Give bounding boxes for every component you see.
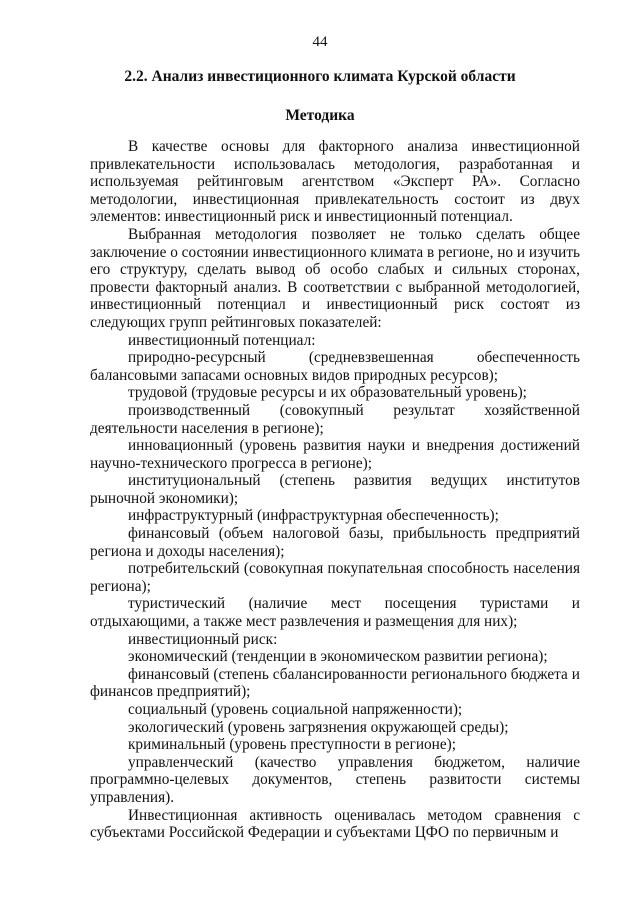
- list-heading: инвестиционный риск:: [128, 630, 278, 648]
- subsection-title: Методика: [285, 107, 355, 124]
- list-item: трудовой (трудовые ресурсы и их образовательный уровень);: [128, 384, 527, 402]
- list-item: туристический (наличие мест посещения туристами и отдыхающими, а также мест развлечения и размещения для них);: [90, 595, 580, 631]
- section-title: 2.2. Анализ инвестиционного климата Курской области: [124, 68, 516, 85]
- list-item: инновационный (уровень развития науки и внедрения достижений научно-технического прогресса в регионе);: [90, 437, 580, 472]
- list-item: криминальный (уровень преступности в регионе);: [128, 736, 457, 754]
- list-item: природно-ресурсный (средневзвешенная обеспеченность балансовыми запасами основных видов природных ресурсов);: [90, 349, 580, 384]
- paragraph: Инвестиционная активность оценивалась методом сравнения с субъектами Российской Федерации и субъектами ЦФО по первичным и: [90, 806, 580, 842]
- paragraph: Выбранная методология позволяет не только сделать общее заключение о состоянии инвестиционного климата в регионе, но и изучить его структуру, сделать вывод об особо слабых и сильных сторонах, провести факторный анализ. В соответствии с выбранной методологией, инвестиционный потенциал и инвестиционный риск состоят из следующих групп рейтинговых показателей:: [90, 225, 580, 331]
- list-item: экономический (тенденции в экономическом развитии региона);: [128, 648, 548, 666]
- list-item: финансовый (степень сбалансированности регионального бюджета и финансов предприятий);: [90, 665, 580, 701]
- list-item: производственный (совокупный результат хозяйственной деятельности населения в регионе);: [90, 401, 580, 437]
- body-text: [90, 138, 580, 842]
- list-item: управленческий (качество управления бюджетом, наличие программно-целевых документов, степень развитости системы управления).: [90, 753, 580, 806]
- paragraph: В качестве основы для факторного анализа инвестиционной привлекательности использовалась методология, разработанная и используемая рейтинговым агентством «Эксперт РА». Согласно методологии, инвестиционная привлекательность состоит из двух элементов: инвестиционный риск и инвестиционный потенциал.: [90, 138, 580, 226]
- list-item: экологический (уровень загрязнения окружающей среды);: [128, 718, 509, 736]
- page-number: 44: [312, 34, 328, 50]
- list-item: финансовый (объем налоговой базы, прибыльность предприятий региона и доходы населения);: [90, 525, 580, 560]
- list-item: институциональный (степень развития ведущих институтов рыночной экономики);: [90, 472, 580, 507]
- list-item: социальный (уровень социальной напряженности);: [128, 701, 463, 718]
- list-item: инфраструктурный (инфраструктурная обеспеченность);: [128, 507, 499, 525]
- list-item: потребительский (совокупная покупательная способность населения региона);: [90, 560, 580, 595]
- list-heading: инвестиционный потенциал:: [128, 331, 316, 349]
